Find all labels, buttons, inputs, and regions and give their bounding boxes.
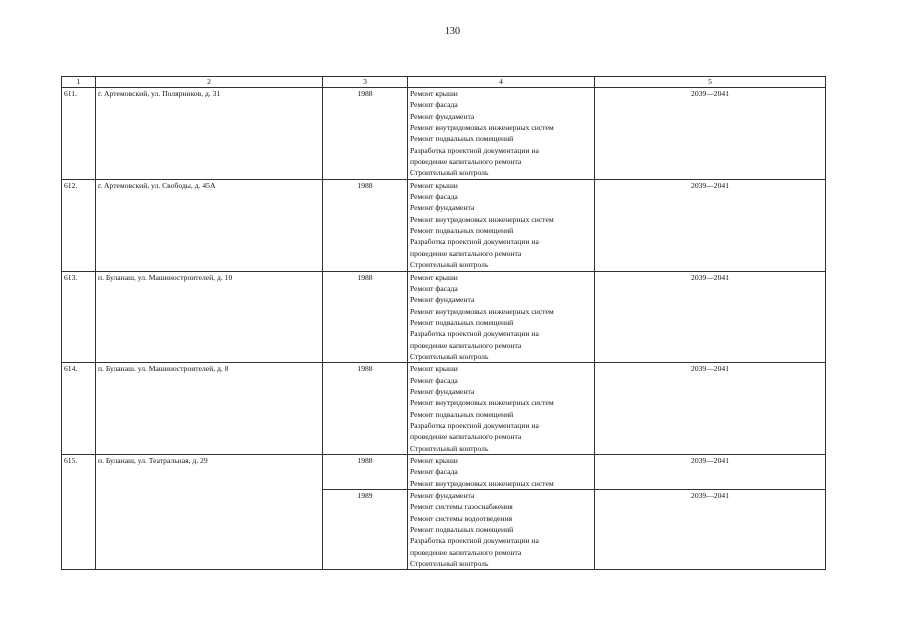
work-item: Ремонт подвальных помещений (410, 409, 514, 419)
work-item: проведение капитального ремонта (410, 432, 522, 442)
work-item: Ремонт внутридомовых инженерных систем (410, 123, 554, 133)
work-item: Ремонт фундамента (410, 491, 475, 501)
table-row (62, 363, 826, 455)
work-item: Ремонт крыши (410, 89, 458, 98)
works-cell (408, 88, 595, 180)
address-cell: г. Артемовский, ул. Свободы, д. 45А (96, 179, 323, 271)
table-row (62, 179, 826, 271)
year-cell: 1989 (323, 490, 408, 570)
column-header-5: 5 (595, 77, 826, 88)
year-cell: 1988 (323, 363, 408, 455)
work-item: Разработка проектной документации на (410, 237, 539, 247)
column-header-2: 2 (96, 77, 323, 88)
work-item: Ремонт крыши (410, 456, 458, 465)
row-number: 612. (62, 179, 96, 271)
work-item: Ремонт подвальных помещений (410, 134, 514, 144)
period-cell: 2039—2041 (595, 455, 826, 490)
work-item: Ремонт внутридомовых инженерных систем (410, 478, 554, 488)
year-cell: 1988 (323, 179, 408, 271)
work-item: Ремонт внутридомовых инженерных систем (410, 306, 554, 316)
work-item: Ремонт фасада (410, 283, 458, 293)
works-cell (408, 363, 595, 455)
work-item: проведение капитального ремонта (410, 340, 522, 350)
work-item: Ремонт крыши (410, 272, 458, 282)
work-item: Ремонт внутридомовых инженерных систем (410, 214, 554, 224)
column-header-1: 1 (62, 77, 96, 88)
work-item: Ремонт фасада (410, 100, 458, 110)
column-header-3: 3 (323, 77, 408, 88)
work-item: Ремонт системы газоснабжения (410, 502, 513, 512)
work-item: Разработка проектной документации на (410, 536, 539, 546)
work-item: Ремонт крыши (410, 364, 458, 374)
work-item: Ремонт фасада (410, 467, 458, 477)
work-item: Ремонт фундамента (410, 203, 475, 213)
page-number: 130 (445, 26, 460, 37)
period-cell: 2039—2041 (595, 88, 826, 180)
address-cell: п. Буланаш. ул. Машиностроителей, д. 8 (96, 363, 323, 455)
table-row (62, 88, 826, 180)
column-header-4: 4 (408, 77, 595, 88)
work-item: Строительный контроль (410, 260, 489, 270)
table-header-row (62, 77, 826, 88)
year-cell: 1988 (323, 271, 408, 363)
period-cell: 2039—2041 (595, 363, 826, 455)
work-item: Ремонт подвальных помещений (410, 226, 514, 236)
work-item: проведение капитального ремонта (410, 248, 522, 258)
work-item: Строительный контроль (410, 168, 489, 178)
work-item: Строительный контроль (410, 443, 489, 453)
period-cell: 2039—2041 (595, 179, 826, 271)
work-item: Ремонт подвальных помещений (410, 525, 514, 535)
address-cell: г. Артемовский, ул. Полярников, д. 31 (96, 88, 323, 180)
works-cell (408, 271, 595, 363)
work-item: Разработка проектной документации на (410, 420, 539, 430)
work-item: Ремонт фасада (410, 375, 458, 385)
work-item: Строительный контроль (410, 351, 489, 361)
table-row (62, 271, 826, 363)
work-item: Строительный контроль (410, 559, 489, 569)
work-item: Ремонт системы водоотведения (410, 513, 513, 523)
work-item: Ремонт фундамента (410, 295, 475, 305)
row-number: 615. (62, 455, 96, 570)
year-cell: 1988 (323, 455, 408, 490)
work-item: Ремонт крыши (410, 180, 458, 190)
table-row (62, 455, 826, 490)
row-number: 614. (62, 363, 96, 455)
work-item: проведение капитального ремонта (410, 157, 522, 167)
work-item: проведение капитального ремонта (410, 547, 522, 557)
work-item: Ремонт подвальных помещений (410, 317, 514, 327)
works-cell (408, 455, 595, 490)
capital-repair-table (61, 76, 826, 570)
works-cell (408, 179, 595, 271)
work-item: Ремонт фундамента (410, 386, 475, 396)
work-item: Ремонт внутридомовых инженерных систем (410, 398, 554, 408)
row-number: 611. (62, 88, 96, 180)
row-number: 613. (62, 271, 96, 363)
work-item: Разработка проектной документации на (410, 145, 539, 155)
work-item: Ремонт фундамента (410, 111, 475, 121)
work-item: Разработка проектной документации на (410, 329, 539, 339)
period-cell: 2039—2041 (595, 490, 826, 570)
year-cell: 1988 (323, 88, 408, 180)
address-cell: п. Буланаш, ул. Театральная, д. 29 (96, 455, 323, 570)
work-item: Ремонт фасада (410, 192, 458, 202)
address-cell: п. Буланаш, ул. Машиностроителей, д. 10 (96, 271, 323, 363)
works-cell (408, 490, 595, 570)
period-cell: 2039—2041 (595, 271, 826, 363)
